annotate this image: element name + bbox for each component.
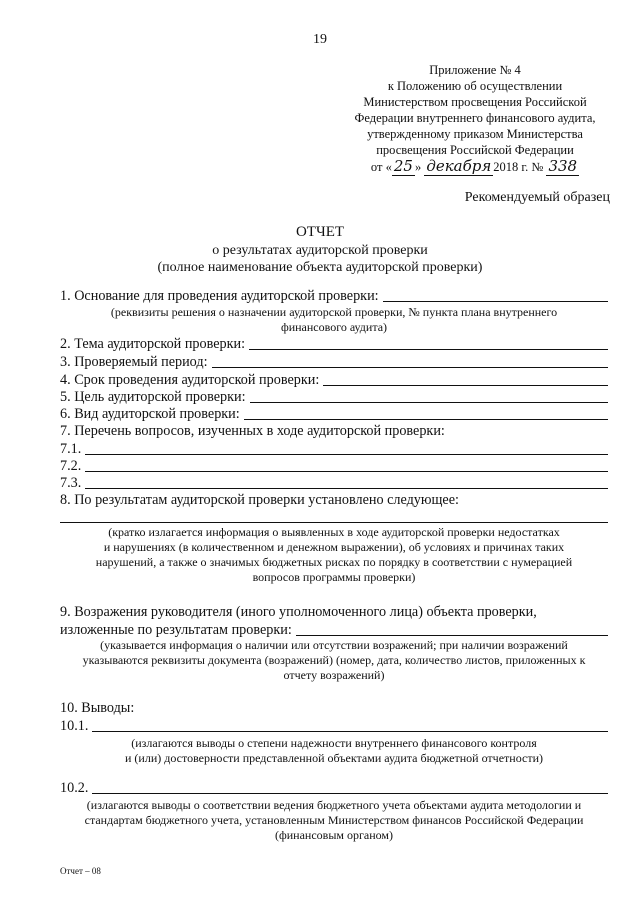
- item-2-topic: 2. Тема аудиторской проверки:: [60, 336, 608, 353]
- handwritten-month: декабря: [426, 157, 492, 175]
- page-number: 19: [313, 32, 327, 47]
- appendix-block: [330, 62, 620, 175]
- item-6-type: 6. Вид аудиторской проверки:: [60, 406, 608, 423]
- report-subtitle: о результатах аудиторской проверки: [212, 243, 428, 258]
- item-7-3-fill-line[interactable]: [85, 488, 608, 489]
- item-4-fill-line[interactable]: [323, 385, 608, 386]
- item-10-1-fill-line[interactable]: [92, 731, 608, 732]
- item-3-fill-line[interactable]: [212, 367, 608, 368]
- item-1-fill-line[interactable]: [383, 301, 608, 302]
- item-5-fill-line[interactable]: [250, 402, 608, 403]
- item-2-fill-line[interactable]: [249, 349, 608, 350]
- appendix-line: к Положению об осуществлении: [387, 79, 563, 93]
- item-7-3: 7.3.: [60, 475, 608, 492]
- item-6-fill-line[interactable]: [244, 419, 608, 420]
- handwritten-number: 338: [548, 157, 578, 175]
- item-9-objections-line2: изложенные по результатам проверки:: [60, 622, 608, 639]
- item-10-conclusions: 10. Выводы:: [60, 700, 135, 716]
- item-7-questions: 7. Перечень вопросов, изученных в ходе аудиторской проверки:: [60, 423, 445, 439]
- item-5-goal: 5. Цель аудиторской проверки:: [60, 389, 608, 406]
- item-3-period: 3. Проверяемый период:: [60, 354, 608, 371]
- item-7-1-fill-line[interactable]: [85, 454, 608, 455]
- appendix-line: Федерации внутреннего финансового аудита,: [354, 111, 596, 125]
- item-10-2-fill-line[interactable]: [92, 793, 608, 794]
- order-date-line: от « 25 » декабря 2018 г. № 338: [370, 157, 578, 175]
- report-object-name: (полное наименование объекта аудиторской проверки): [157, 260, 483, 275]
- item-8-fill-line[interactable]: [60, 522, 608, 523]
- item-10-1-note: (излагаются выводы о степени надежности внутреннего финансового контроля и (или) достоверности представленной объектами аудита бюджетной отчетности): [125, 736, 543, 765]
- item-10-1: 10.1.: [60, 718, 608, 735]
- form-code-footer: Отчет – 08: [60, 866, 101, 876]
- item-7-1: 7.1.: [60, 441, 608, 458]
- item-7-2-fill-line[interactable]: [85, 471, 608, 472]
- appendix-line: Министерством просвещения Российской: [363, 95, 587, 109]
- item-8-findings: 8. По результатам аудиторской проверки установлено следующее:: [60, 492, 459, 508]
- item-9-note: (указывается информация о наличии или отсутствии возражений; при наличии возражений указываются реквизиты документа (возражений) (номер, дата, количество листов, приложенных к отчету возражений): [82, 638, 586, 682]
- item-7-2: 7.2.: [60, 458, 608, 475]
- handwritten-day: 25: [393, 157, 413, 175]
- item-4-duration: 4. Срок проведения аудиторской проверки:: [60, 372, 608, 389]
- appendix-line: утвержденному приказом Министерства: [367, 127, 583, 141]
- appendix-line: Приложение № 4: [429, 63, 521, 77]
- item-1-note: (реквизиты решения о назначении аудиторской проверки, № пункта плана внутреннего финансового аудита): [110, 305, 558, 334]
- item-8-note: (кратко излагается информация о выявленных в ходе аудиторской проверки недостатках и нарушениях (в количественном и денежном выражении), об условиях и причинах таких нарушений, а также о значимых бюджетных рисках по порядку в соответствии с нумерацией вопросов программы проверки): [95, 525, 573, 584]
- item-10-2-note: (излагаются выводы о соответствии ведения бюджетного учета объектами аудита методологии и стандартам бюджетного учета, установленным Министерством финансов Российской Федерации (финансовым органом): [84, 798, 584, 842]
- recommended-sample-label: Рекомендуемый образец: [464, 190, 610, 205]
- item-1-basis: 1. Основание для проведения аудиторской проверки:: [60, 288, 608, 305]
- item-9-fill-line[interactable]: [296, 635, 608, 636]
- appendix-line: просвещения Российской Федерации: [376, 143, 574, 157]
- item-9-objections: 9. Возражения руководителя (иного уполномоченного лица) объекта проверки,: [60, 604, 537, 620]
- item-10-2: 10.2.: [60, 780, 608, 797]
- report-title: ОТЧЕТ: [295, 224, 345, 240]
